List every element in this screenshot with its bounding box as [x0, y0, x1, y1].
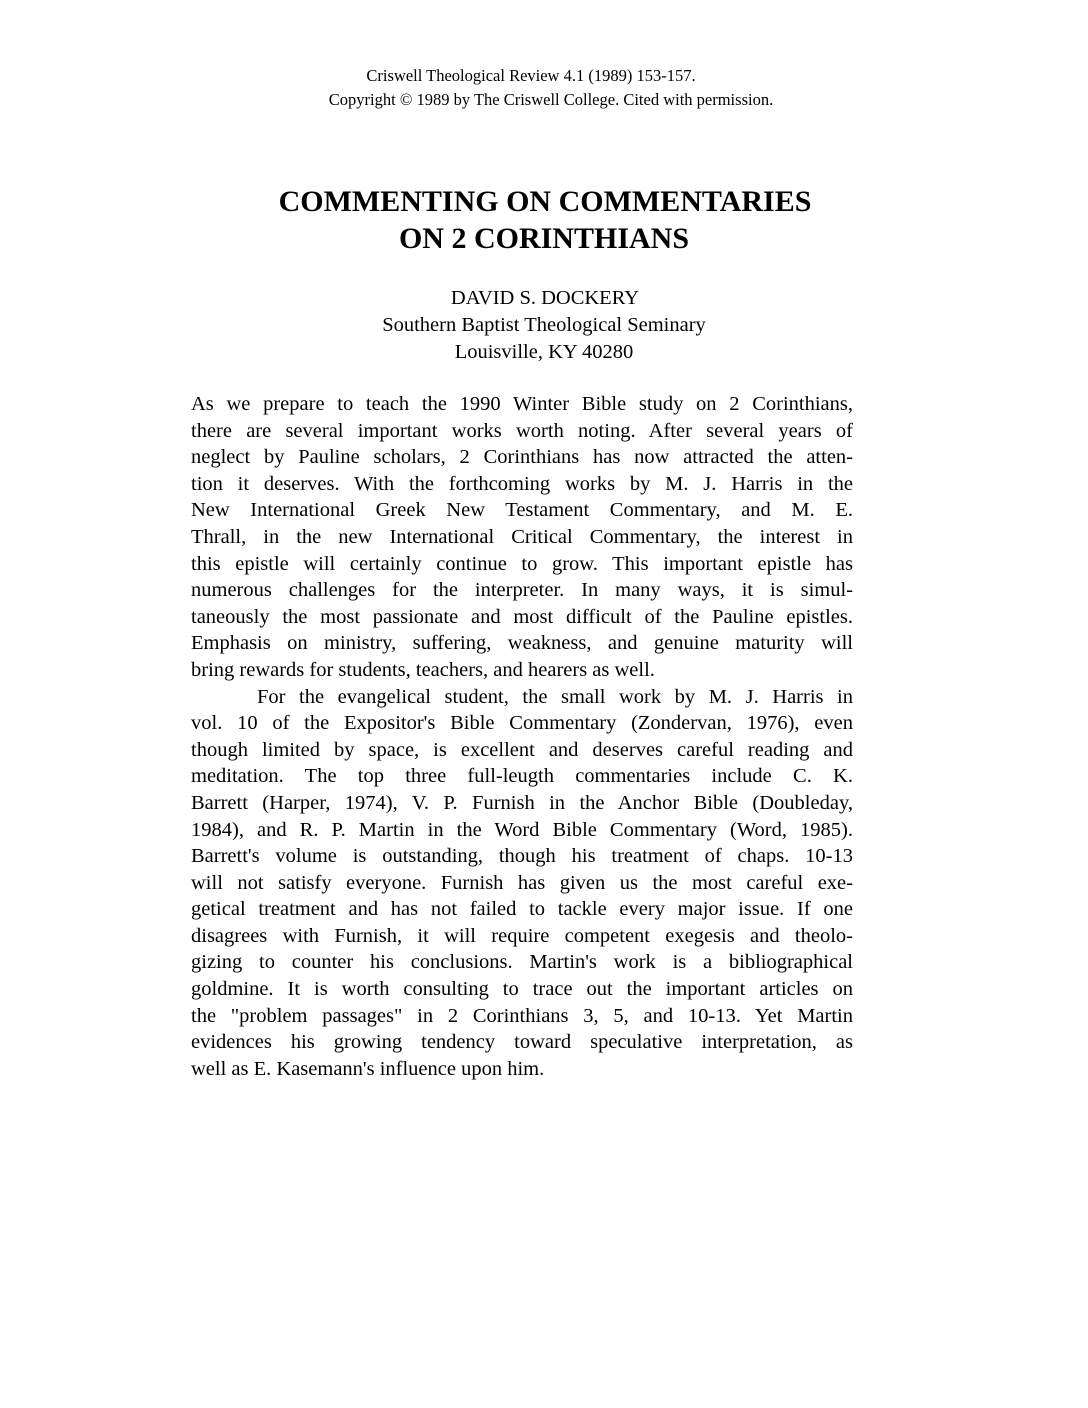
body-line: gizing to counter his conclusions. Martin's work is a bibliographical: [191, 951, 853, 974]
paragraph-2: [191, 684, 853, 1083]
article-title-line-2: ON 2 CORINTHIANS: [398, 222, 690, 255]
author-name: DAVID S. DOCKERY: [450, 287, 640, 309]
body-line: there are several important works worth noting. After several years of: [191, 419, 853, 442]
body-line: will not satisfy everyone. Furnish has given us the most careful exe-: [191, 871, 853, 894]
body-line: the "problem passages" in 2 Corinthians 3, 5, and 10-13. Yet Martin: [191, 1004, 853, 1027]
author-institution: Southern Baptist Theological Seminary: [382, 314, 706, 336]
body-line: meditation. The top three full-leugth commentaries include C. K.: [191, 765, 853, 788]
body-line: Barrett's volume is outstanding, though his treatment of chaps. 10-13: [191, 845, 853, 868]
body-line: disagrees with Furnish, it will require competent exegesis and theolo-: [191, 924, 853, 947]
article-body: [191, 391, 853, 1082]
body-line: tion it deserves. With the forthcoming works by M. J. Harris in the: [191, 472, 853, 495]
body-line: numerous challenges for the interpreter. In many ways, it is simul-: [191, 579, 853, 602]
article-title-line-1: COMMENTING ON COMMENTARIES: [278, 185, 812, 218]
journal-citation: Criswell Theological Review 4.1 (1989) 153-157.: [366, 66, 696, 85]
body-line: though limited by space, is excellent and deserves careful reading and: [191, 738, 853, 761]
author-address: Louisville, KY 40280: [454, 341, 634, 363]
body-line: For the evangelical student, the small work by M. J. Harris in: [257, 685, 853, 708]
body-line: evidences his growing tendency toward speculative interpretation, as: [191, 1031, 853, 1054]
body-line: goldmine. It is worth consulting to trace out the important articles on: [191, 978, 853, 1001]
body-line: bring rewards for students, teachers, and hearers as well.: [191, 658, 655, 681]
body-line: this epistle will certainly continue to grow. This important epistle has: [191, 552, 853, 575]
body-line: As we prepare to teach the 1990 Winter Bible study on 2 Corinthians,: [191, 393, 853, 415]
body-line: getical treatment and has not failed to tackle every major issue. If one: [191, 898, 853, 921]
body-line: vol. 10 of the Expositor's Bible Commentary (Zondervan, 1976), even: [191, 712, 853, 735]
body-line: well as E. Kasemann's influence upon him.: [191, 1057, 545, 1080]
body-line: Thrall, in the new International Critical Commentary, the interest in: [191, 525, 853, 548]
author-block: [0, 285, 1088, 366]
article-title: [0, 183, 1088, 257]
body-line: 1984), and R. P. Martin in the Word Bible Commentary (Word, 1985).: [191, 818, 853, 841]
paragraph-1: [191, 391, 853, 684]
source-citation: [0, 64, 1088, 112]
body-line: neglect by Pauline scholars, 2 Corinthians has now attracted the atten-: [191, 446, 853, 469]
copyright-notice: Copyright © 1989 by The Criswell College. Cited with permission.: [328, 90, 774, 109]
body-line: taneously the most passionate and most difficult of the Pauline epistles.: [191, 605, 853, 628]
body-line: New International Greek New Testament Commentary, and M. E.: [191, 499, 853, 522]
body-line: Barrett (Harper, 1974), V. P. Furnish in the Anchor Bible (Doubleday,: [191, 791, 853, 814]
body-line: Emphasis on ministry, suffering, weakness, and genuine maturity will: [191, 632, 853, 655]
